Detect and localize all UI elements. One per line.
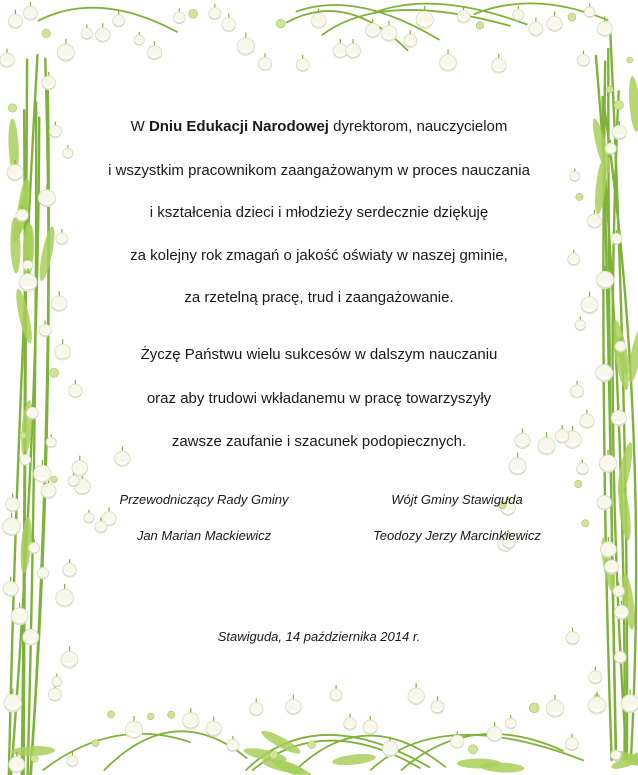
- letter-line-1-start: W: [130, 118, 149, 135]
- letter-line-5: za rzetelną pracę, trud i zaangażowanie.: [184, 289, 454, 306]
- letter-line-1-bold: Dniu Edukacji Narodowej: [148, 118, 329, 135]
- letter-line-4: za kolejny rok zmagań o jakość oświaty w naszej gminie,: [130, 247, 508, 264]
- date-line: Stawiguda, 14 października 2014 r.: [217, 629, 421, 644]
- letter-line-1: [0, 117, 638, 137]
- signature-left-title: Przewodniczący Rady Gminy: [119, 492, 289, 507]
- letter-line-3: i kształcenia dzieci i młodzieży serdecznie dziękuję: [149, 204, 489, 221]
- signature-right-name: Teodozy Jerzy Marcinkiewicz: [373, 528, 541, 543]
- letter-line-6: Życzę Państwu wielu sukcesów w dalszym nauczaniu: [140, 346, 498, 363]
- signature-right-title: Wójt Gminy Stawiguda: [391, 492, 523, 507]
- letter-line-8: zawsze zaufanie i szacunek podopiecznych.: [171, 433, 467, 450]
- letter-line-2: i wszystkim pracownikom zaangażowanym w proces nauczania: [108, 162, 530, 179]
- letter-line-1-end: dyrektorom, nauczycielom: [328, 118, 508, 135]
- letter-line-7: oraz aby trudowi wkładanemu w pracę towarzyszyły: [146, 390, 492, 407]
- signature-left-name: Jan Marian Mackiewicz: [136, 528, 272, 543]
